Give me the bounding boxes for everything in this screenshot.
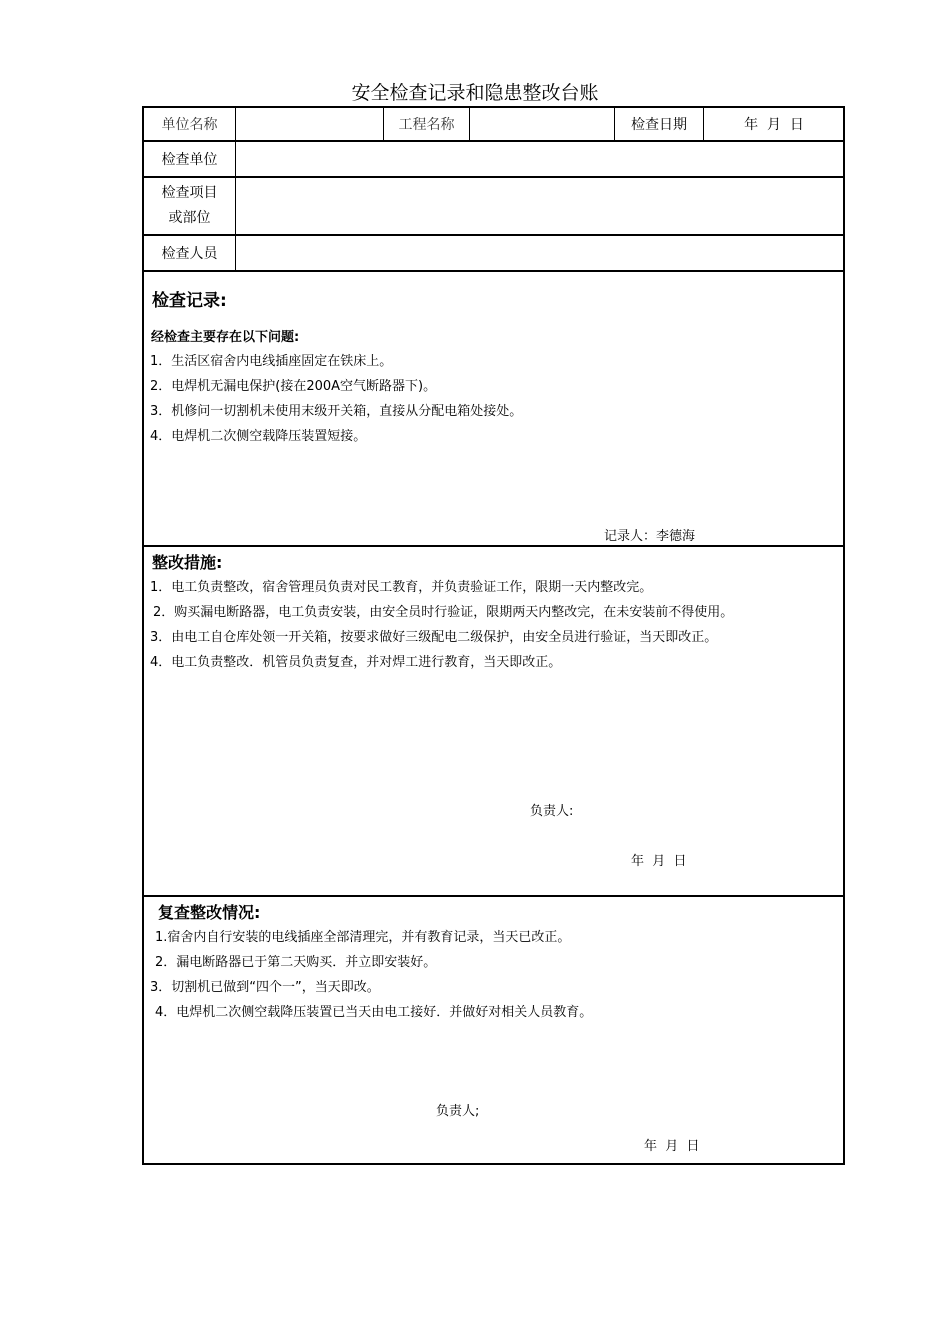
project-name-field[interactable] (470, 108, 614, 140)
record-item: 1．生活区宿舍内电线插座固定在铁床上。 (150, 354, 393, 369)
recorder: 记录人：李德海 (604, 529, 696, 544)
col-divider (235, 106, 236, 271)
measures-item: 4．电工负责整改．机管员负责复查，并对焊工进行教育，当天即改正。 (150, 655, 562, 670)
record-item: 2．电焊机无漏电保护(接在200A空气断路器下)。 (150, 379, 437, 394)
unit-name-field[interactable] (237, 108, 383, 140)
inspector-field[interactable] (237, 236, 843, 270)
unit-name-label: 单位名称 (161, 117, 218, 133)
check-unit-label: 检查单位 (161, 152, 218, 168)
review-item: 4．电焊机二次侧空载降压装置已当天由电工接好．并做好对相关人员教育。 (155, 1005, 593, 1020)
project-name-label: 工程名称 (398, 117, 455, 133)
record-item: 3．机修问一切割机未使用末级开关箱，直接从分配电箱处接处。 (150, 404, 523, 419)
check-unit-field[interactable] (237, 142, 843, 176)
measures-item: 2．购买漏电断路器，电工负责安装，由安全员时行验证，限期两天内整改完，在未安装前不得使用。 (153, 605, 734, 620)
check-item-field[interactable] (237, 178, 843, 234)
check-item-label-line1: 检查项目 (161, 185, 218, 201)
review-item: 3．切割机已做到“四个一”，当天即改。 (150, 980, 380, 995)
measures-date: 年 月 日 (631, 854, 687, 869)
record-item: 4．电焊机二次侧空载降压装置短接。 (150, 429, 367, 444)
measures-item: 3．由电工自仓库处领一开关箱，按要求做好三级配电二级保护，由安全员进行验证，当天即改正。 (150, 630, 718, 645)
check-item-label-line2: 或部位 (168, 210, 211, 226)
record-heading: 检查记录: (152, 291, 227, 311)
measures-item: 1．电工负责整改，宿舍管理员负责对民工教育，并负责验证工作，限期一天内整改完。 (150, 580, 653, 595)
section-divider (142, 895, 845, 897)
record-subheading: 经检查主要存在以下问题: (151, 330, 300, 345)
check-date-label: 检查日期 (631, 117, 687, 133)
check-date-value[interactable]: 年 月 日 (744, 117, 804, 133)
review-date: 年 月 日 (644, 1139, 700, 1154)
col-divider (703, 106, 704, 141)
review-item: 2．漏电断路器已于第二天购买．并立即安装好。 (155, 955, 437, 970)
review-item: 1.宿舍内自行安装的电线插座全部清理完，并有教育记录，当天已改正。 (155, 930, 571, 945)
measures-heading: 整改措施: (152, 553, 223, 572)
row-divider (142, 270, 845, 272)
review-heading: 复查整改情况: (158, 903, 261, 922)
page-title: 安全检查记录和隐患整改台账 (351, 82, 599, 104)
check-item-label (144, 178, 235, 234)
measures-responsible: 负责人: (530, 804, 574, 819)
review-responsible: 负责人; (436, 1104, 480, 1119)
section-divider (142, 545, 845, 547)
inspector-label: 检查人员 (161, 246, 218, 262)
